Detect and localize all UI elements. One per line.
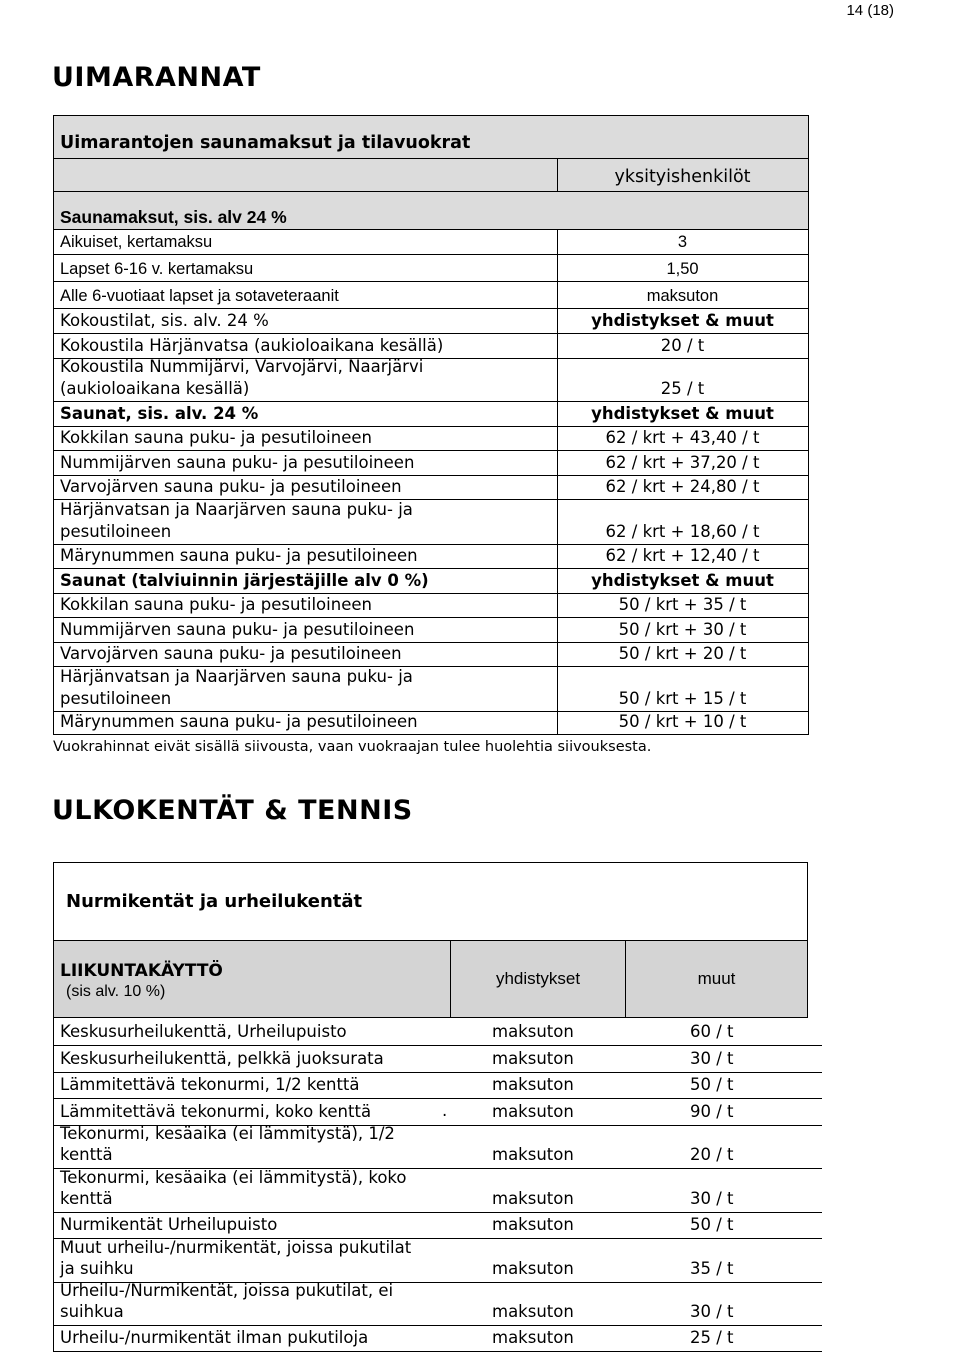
fee-value: 62 / krt + 12,40 / t (605, 546, 760, 565)
field-table-title-row (53, 862, 808, 940)
field-label: Urheilu-/nurmikentät ilman pukutiloja (60, 1328, 369, 1347)
fee-value: yhdistykset & muut (591, 571, 774, 590)
column-header-yksityishenkilot: yksityishenkilöt (614, 167, 751, 187)
fee-row (54, 643, 809, 667)
fee-value: 62 / krt + 43,40 / t (605, 428, 760, 447)
field-label: Tekonurmi, kesäaika (ei lämmitystä), koko kenttä (60, 1168, 407, 1208)
field-row (54, 1099, 822, 1126)
header-muut: muut (697, 969, 736, 988)
fee-row (54, 569, 809, 594)
fee-value: 20 / t (660, 336, 705, 355)
column-divider (557, 594, 558, 617)
fee-value: 50 / krt + 10 / t (618, 712, 747, 731)
field-yhdistykset-value: maksuton (492, 1328, 574, 1347)
column-divider (557, 402, 558, 426)
field-row (54, 1046, 822, 1073)
fee-row (54, 427, 809, 451)
column-divider (557, 476, 558, 499)
fee-row (54, 594, 809, 618)
field-row (54, 1018, 822, 1046)
column-divider (557, 643, 558, 666)
fee-value: 50 / krt + 30 / t (618, 620, 747, 639)
fee-value: yhdistykset & muut (591, 311, 774, 330)
field-fee-rows (53, 1018, 822, 1352)
fee-label: Saunat, sis. alv. 24 % (60, 404, 259, 423)
fee-label-continued: pesutiloineen (60, 689, 172, 708)
fee-label: Kokoustilat, sis. alv. 24 % (60, 311, 269, 330)
fee-value: 50 / krt + 35 / t (618, 595, 747, 614)
fee-label: Aikuiset, kertamaksu (60, 233, 213, 251)
fee-row (54, 667, 809, 712)
sauna-fees-table (53, 115, 809, 735)
field-label: Lämmitettävä tekonurmi, koko kenttä (60, 1102, 372, 1121)
fee-label: Kokkilan sauna puku- ja pesutiloineen (60, 595, 372, 614)
column-divider (557, 309, 558, 333)
column-divider (557, 500, 558, 544)
fee-label: Varvojärven sauna puku- ja pesutiloineen (60, 644, 402, 663)
field-yhdistykset-value: maksuton (492, 1189, 574, 1208)
field-yhdistykset-value: maksuton (492, 1145, 574, 1164)
field-muut-value: 90 / t (690, 1102, 734, 1121)
section-heading-ulkokentat: ULKOKENTÄT & TENNIS (52, 795, 413, 826)
fee-row (54, 618, 809, 643)
fee-label: Kokkilan sauna puku- ja pesutiloineen (60, 428, 372, 447)
field-yhdistykset-value: maksuton (492, 1259, 574, 1278)
field-yhdistykset-value: maksuton (492, 1302, 574, 1321)
fee-label: Nummijärven sauna puku- ja pesutiloineen (60, 453, 415, 472)
field-muut-value: 50 / t (690, 1215, 734, 1234)
fee-value: 62 / krt + 37,20 / t (605, 453, 760, 472)
column-divider (557, 712, 558, 734)
fee-value: 50 / krt + 20 / t (618, 644, 747, 663)
field-row (54, 1326, 822, 1352)
fee-label: Härjänvatsan ja Naarjärven sauna puku- ja (60, 500, 413, 519)
field-muut-value: 25 / t (690, 1328, 734, 1347)
field-row (54, 1126, 822, 1169)
column-divider (557, 569, 558, 593)
fee-row (54, 192, 809, 230)
fee-label-continued: pesutiloineen (60, 522, 172, 541)
field-yhdistykset-value: maksuton (492, 1102, 574, 1121)
header-yhdistykset: yhdistykset (450, 941, 626, 1017)
fee-row (54, 282, 809, 309)
table-title: Uimarantojen saunamaksut ja tilavuokrat (60, 133, 471, 153)
fee-row (54, 334, 809, 359)
fee-label: Varvojärven sauna puku- ja pesutiloineen (60, 477, 402, 496)
column-divider (557, 451, 558, 475)
field-row (54, 1073, 822, 1099)
fee-value: 62 / krt + 18,60 / t (605, 522, 760, 541)
sauna-fee-rows (54, 192, 809, 735)
fee-label: Alle 6-vuotiaat lapset ja sotaveteraanit (60, 287, 339, 305)
field-muut-value: 50 / t (690, 1075, 734, 1094)
fee-label: Märynummen sauna puku- ja pesutiloineen (60, 712, 418, 731)
column-divider (557, 427, 558, 450)
fee-value: 50 / krt + 15 / t (618, 689, 747, 708)
fee-row (54, 451, 809, 476)
column-divider (557, 159, 558, 191)
field-row (54, 1283, 822, 1326)
field-label: Tekonurmi, kesäaika (ei lämmitystä), 1/2 kenttä (60, 1124, 395, 1164)
fee-value: maksuton (646, 287, 719, 305)
fee-row (54, 230, 809, 255)
fee-value: 62 / krt + 24,80 / t (605, 477, 760, 496)
section-heading-uimarannat: UIMARANNAT (52, 62, 261, 93)
field-yhdistykset-value: maksuton (492, 1075, 574, 1094)
column-divider (557, 230, 558, 254)
field-table-title: Nurmikentät ja urheilukentät (66, 891, 363, 912)
fee-label: Härjänvatsan ja Naarjärven sauna puku- ja (60, 667, 413, 686)
field-label: Nurmikentät Urheilupuisto (60, 1215, 278, 1234)
field-row (54, 1239, 822, 1283)
fee-label: Saunat (talviuinnin järjestäjille alv 0 %) (60, 571, 429, 590)
field-yhdistykset-value: maksuton (492, 1049, 574, 1068)
fee-row (54, 255, 809, 282)
field-label: Lämmitettävä tekonurmi, 1/2 kenttä (60, 1075, 360, 1094)
fee-row (54, 500, 809, 545)
field-row (54, 1169, 822, 1213)
field-muut-value: 30 / t (690, 1049, 734, 1068)
fee-label: Kokoustila Härjänvatsa (aukioloaikana kesällä) (60, 336, 444, 355)
header-liikuntakaytto: LIIKUNTAKÄYTTÖ (60, 961, 223, 981)
column-divider (557, 359, 558, 401)
fee-value: yhdistykset & muut (591, 404, 774, 423)
fee-label: Saunamaksut, sis. alv 24 % (60, 207, 287, 227)
field-muut-value: 30 / t (690, 1302, 734, 1321)
fee-value: 1,50 (666, 260, 699, 278)
column-divider (557, 255, 558, 281)
field-label: Keskusurheilukenttä, Urheilupuisto (60, 1022, 347, 1041)
fee-row (54, 545, 809, 569)
field-label: Keskusurheilukenttä, pelkkä juoksurata (60, 1049, 384, 1068)
fee-row (54, 402, 809, 427)
field-muut-value: 20 / t (690, 1145, 734, 1164)
fee-value: 25 / t (660, 379, 705, 398)
fee-value: 3 (677, 233, 688, 251)
field-muut-value: 60 / t (690, 1022, 734, 1041)
fee-row (54, 476, 809, 500)
field-muut-value: 35 / t (690, 1259, 734, 1278)
header-vat-note: (sis alv. 10 %) (66, 983, 166, 1000)
field-yhdistykset-value: maksuton (492, 1215, 574, 1234)
fee-row (54, 712, 809, 735)
fee-row (54, 359, 809, 402)
page-number: 14 (18) (846, 2, 894, 19)
field-mark: . (442, 1101, 448, 1120)
field-label: Urheilu-/Nurmikentät, joissa pukutilat, ei suihkua (60, 1281, 394, 1321)
table-title-row (54, 115, 809, 159)
cleaning-note: Vuokrahinnat eivät sisällä siivousta, vaan vuokraajan tulee huolehtia siivouksesta. (53, 739, 652, 755)
fee-label: Kokoustila Nummijärvi, Varvojärvi, Naarjärvi (60, 357, 424, 376)
table-header-row (54, 159, 809, 192)
fee-label: Lapset 6-16 v. kertamaksu (60, 260, 254, 278)
field-muut-value: 30 / t (690, 1189, 734, 1208)
field-label: Muut urheilu-/nurmikentät, joissa pukutilat ja suihku (60, 1238, 412, 1278)
column-divider (557, 545, 558, 568)
column-divider (557, 334, 558, 358)
fee-label: Märynummen sauna puku- ja pesutiloineen (60, 546, 418, 565)
fee-row (54, 309, 809, 334)
fee-label-continued: (aukioloaikana kesällä) (60, 379, 250, 398)
column-divider (557, 667, 558, 711)
field-yhdistykset-value: maksuton (492, 1022, 574, 1041)
fee-label: Nummijärven sauna puku- ja pesutiloineen (60, 620, 415, 639)
column-divider (557, 282, 558, 308)
field-table-header-row (53, 940, 808, 1018)
field-row (54, 1213, 822, 1239)
column-divider (557, 618, 558, 642)
